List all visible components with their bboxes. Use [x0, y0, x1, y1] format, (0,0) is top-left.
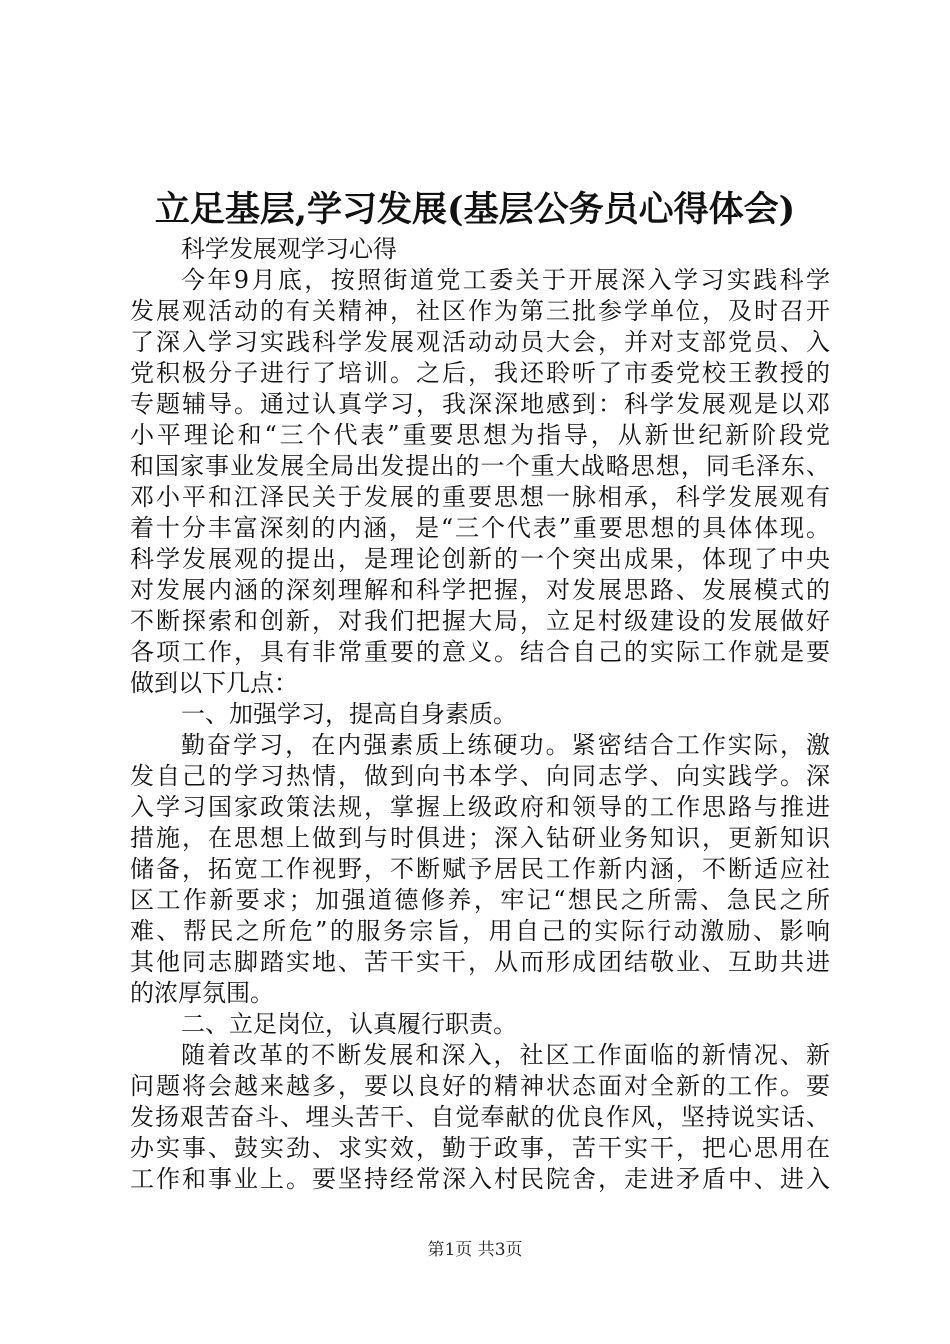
text-line: 党积极分子进行了培训。之后，我还聆听了市委党校王教授的 — [130, 359, 830, 387]
text-line: 勤奋学习，在内强素质上练硬功。紧密结合工作实际，激 — [181, 731, 830, 759]
text-line: 区工作新要求；加强道德修养，牢记“想民之所需、急民之所 — [130, 886, 830, 914]
text-line: 做到以下几点： — [130, 669, 298, 697]
text-line: 对发展内涵的深刻理解和科学把握，对发展思路、发展模式的 — [130, 576, 830, 604]
text-line: 着十分丰富深刻的内涵，是“三个代表”重要思想的具体体现。 — [130, 514, 830, 542]
text-line: 发扬艰苦奋斗、埋头苦干、自觉奉献的优良作风，坚持说实话、 — [130, 1103, 830, 1131]
text-line: 问题将会越来越多，要以良好的精神状态面对全新的工作。要 — [130, 1072, 830, 1100]
text-line: 和国家事业发展全局出发提出的一个重大战略思想，同毛泽东、 — [130, 452, 830, 480]
text-line: 发展观活动的有关精神，社区作为第三批参学单位，及时召开 — [130, 297, 830, 325]
text-line-subtitle: 科学发展观学习心得 — [181, 235, 397, 263]
text-line: 储备，拓宽工作视野，不断赋予居民工作新内涵，不断适应社 — [130, 855, 830, 883]
text-line: 不断探索和创新，对我们把握大局，立足村级建设的发展做好 — [130, 607, 830, 635]
text-line: 今年9月底，按照街道党工委关于开展深入学习实践科学 — [181, 266, 830, 294]
text-line: 办实事、鼓实劲、求实效，勤于政事，苦干实干，把心思用在 — [130, 1134, 830, 1162]
text-line: 入学习国家政策法规，掌握上级政府和领导的工作思路与推进 — [130, 793, 830, 821]
text-line: 邓小平和江泽民关于发展的重要思想一脉相承，科学发展观有 — [130, 483, 830, 511]
text-line: 其他同志脚踏实地、苦干实干，从而形成团结敬业、互助共进 — [130, 948, 830, 976]
text-line: 随着改革的不断发展和深入，社区工作面临的新情况、新 — [181, 1041, 830, 1069]
text-line: 的浓厚氛围。 — [130, 979, 274, 1007]
text-line: 工作和事业上。要坚持经常深入村民院舍，走进矛盾中、进入 — [130, 1165, 830, 1193]
page-footer: 第1页 共3页 — [427, 1240, 523, 1260]
text-line: 措施，在思想上做到与时俱进；深入钻研业务知识，更新知识 — [130, 824, 830, 852]
text-line: 小平理论和“三个代表”重要思想为指导，从新世纪新阶段党 — [130, 421, 830, 449]
document-title: 立足基层,学习发展(基层公务员心得体会) — [154, 189, 796, 230]
text-line: 难、帮民之所危”的服务宗旨，用自己的实际行动激励、影响 — [130, 917, 830, 945]
text-line: 了深入学习实践科学发展观活动动员大会，并对支部党员、入 — [130, 328, 830, 356]
section-heading: 二、立足岗位，认真履行职责。 — [181, 1010, 517, 1038]
document-body — [130, 234, 830, 1195]
text-line: 专题辅导。通过认真学习，我深深地感到：科学发展观是以邓 — [130, 390, 830, 418]
section-heading: 一、加强学习，提高自身素质。 — [181, 700, 517, 728]
text-line: 发自己的学习热情，做到向书本学、向同志学、向实践学。深 — [130, 762, 830, 790]
text-line: 各项工作，具有非常重要的意义。结合自己的实际工作就是要 — [130, 638, 830, 666]
text-line: 科学发展观的提出，是理论创新的一个突出成果，体现了中央 — [130, 545, 830, 573]
